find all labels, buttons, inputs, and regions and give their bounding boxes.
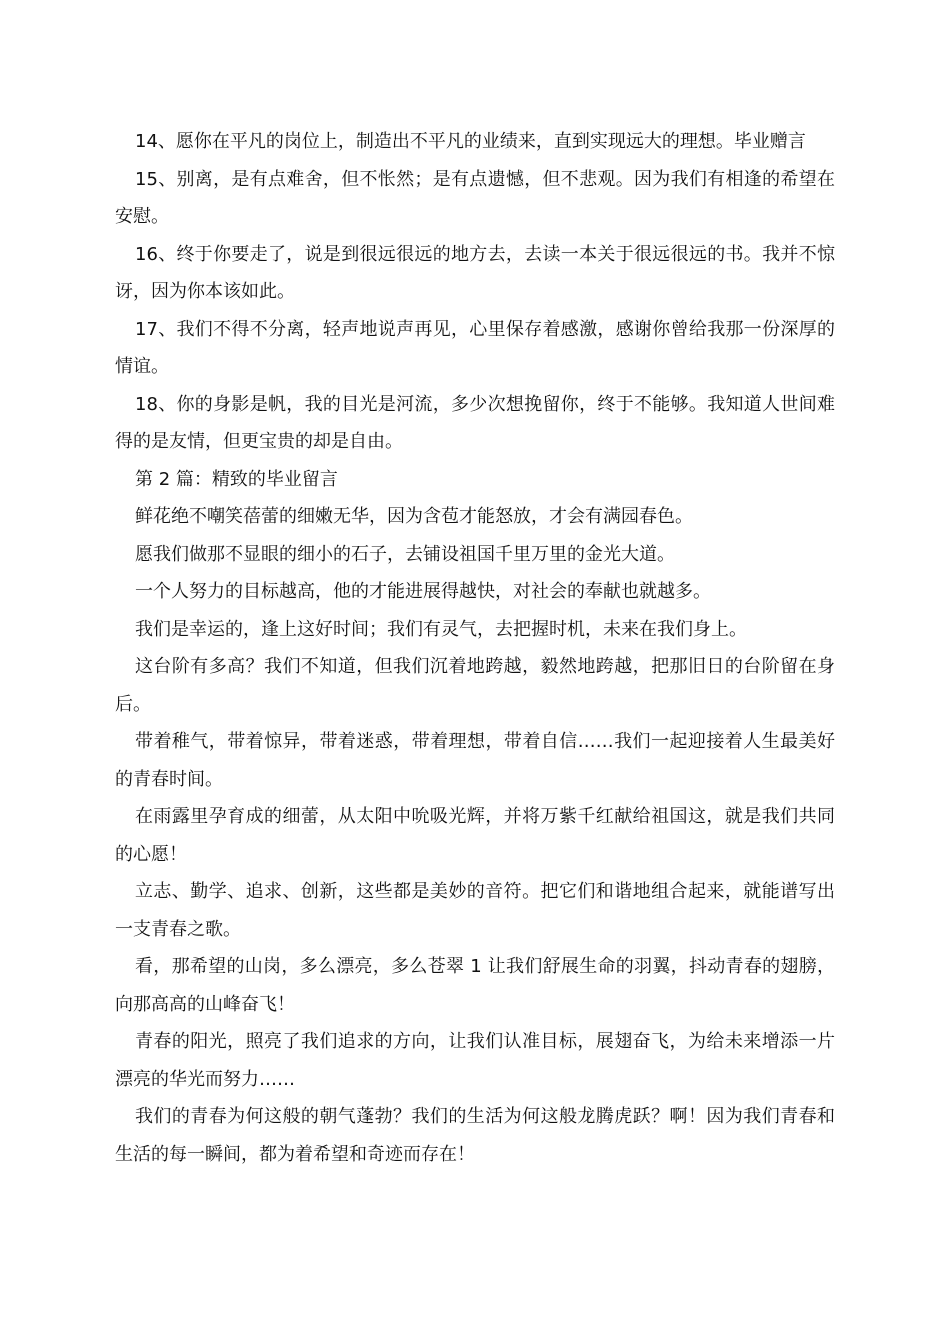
paragraph-18: 18、你的身影是帆，我的目光是河流，多少次想挽留你，终于不能够。我知道人世间难得的是友情，但更宝贵的却是自由。 — [115, 393, 835, 452]
paragraph: 在雨露里孕育成的细蕾，从太阳中吮吸光辉，并将万紫千红献给祖国这，就是我们共同的心愿！ — [115, 806, 835, 865]
paragraph: 带着稚气，带着惊异，带着迷惑，带着理想，带着自信……我们一起迎接着人生最美好的青春时间。 — [115, 731, 835, 790]
paragraph: 愿我们做那不显眼的细小的石子，去铺设祖国千里万里的金光大道。 — [135, 543, 675, 565]
paragraph: 看，那希望的山岗，多么漂亮，多么苍翠 1 让我们舒展生命的羽翼，抖动青春的翅膀，向那高高的山峰奋飞！ — [115, 956, 835, 1015]
paragraph-17: 17、我们不得不分离，轻声地说声再见，心里保存着感激，感谢你曾给我那一份深厚的情谊。 — [115, 318, 835, 377]
paragraph: 立志、勤学、追求、创新，这些都是美妙的音符。把它们和谐地组合起来，就能谱写出一支青春之歌。 — [115, 881, 835, 940]
paragraph-16: 16、终于你要走了，说是到很远很远的地方去，去读一本关于很远很远的书。我并不惊讶，因为你本该如此。 — [115, 243, 835, 302]
paragraph: 这台阶有多高？我们不知道，但我们沉着地跨越，毅然地跨越，把那旧日的台阶留在身后。 — [115, 656, 835, 715]
paragraph: 我们是幸运的，逢上这好时间；我们有灵气，去把握时机，未来在我们身上。 — [135, 618, 747, 640]
paragraph: 一个人努力的目标越高，他的才能进展得越快，对社会的奉献也就越多。 — [135, 581, 711, 602]
section-heading: 第 2 篇：精致的毕业留言 — [135, 468, 338, 490]
document-body — [115, 123, 835, 1173]
paragraph-14: 14、愿你在平凡的岗位上，制造出不平凡的业绩来，直到实现远大的理想。毕业赠言 — [135, 131, 806, 152]
paragraph: 鲜花绝不嘲笑蓓蕾的细嫩无华，因为含苞才能怒放，才会有满园春色。 — [135, 506, 693, 527]
paragraph: 青春的阳光，照亮了我们追求的方向，让我们认准目标，展翅奋飞，为给未来增添一片漂亮的华光而努力…… — [115, 1031, 835, 1090]
paragraph-15: 15、别离，是有点难舍，但不怅然；是有点遗憾，但不悲观。因为我们有相逢的希望在安慰。 — [115, 168, 835, 227]
paragraph: 我们的青春为何这般的朝气蓬勃？我们的生活为何这般龙腾虎跃？啊！因为我们青春和生活的每一瞬间，都为着希望和奇迹而存在！ — [115, 1106, 835, 1165]
